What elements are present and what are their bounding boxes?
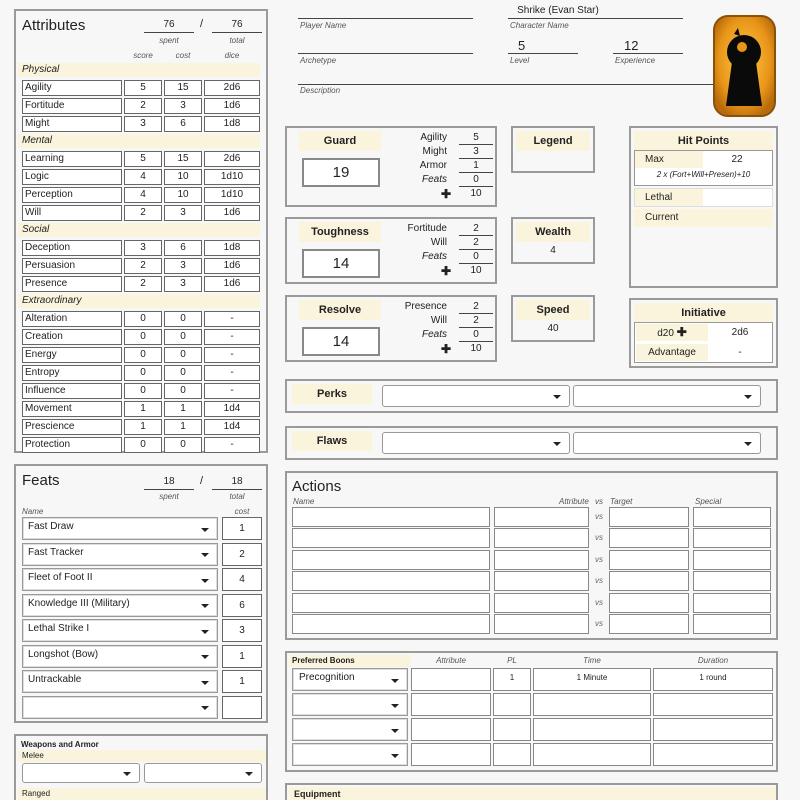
attr-name: Persuasion bbox=[22, 258, 122, 274]
boon-pl[interactable] bbox=[493, 743, 531, 766]
action-special-field[interactable] bbox=[693, 571, 771, 591]
flaws-title: Flaws bbox=[292, 431, 372, 451]
action-vs-label: vs bbox=[595, 533, 603, 543]
hp-max-value[interactable]: 22 bbox=[731, 154, 743, 165]
perks-title: Perks bbox=[292, 384, 372, 404]
attributes-panel bbox=[14, 9, 268, 453]
boon-time[interactable]: 1 Minute bbox=[533, 668, 651, 691]
defense-row-value: 0 bbox=[459, 174, 493, 187]
level-value: 5 bbox=[518, 38, 526, 53]
boon-duration[interactable] bbox=[653, 718, 773, 741]
attr-dice: 1d6 bbox=[204, 205, 260, 221]
boon-pl[interactable] bbox=[493, 693, 531, 716]
boons-title: Preferred Boons bbox=[289, 655, 411, 667]
character-name-label: Character Name bbox=[510, 21, 569, 30]
feat-cost: 6 bbox=[222, 594, 262, 617]
attr-name: Perception bbox=[22, 187, 122, 203]
attr-cost: 3 bbox=[164, 258, 202, 274]
feat-cost bbox=[222, 696, 262, 719]
defense-bonus: 10 bbox=[470, 265, 482, 276]
attributes-col-cost: cost bbox=[175, 51, 191, 60]
attr-name: Influence bbox=[22, 383, 122, 399]
archetype-label: Archetype bbox=[300, 56, 337, 65]
description-field[interactable] bbox=[298, 71, 776, 85]
plus-icon: ✚ bbox=[441, 264, 452, 278]
attributes-spent-value: 76 bbox=[144, 18, 194, 33]
action-special-field[interactable] bbox=[693, 593, 771, 613]
defense-row-label: Armor bbox=[419, 160, 447, 171]
advantage-value[interactable]: - bbox=[738, 347, 742, 358]
defense-row-label: Fortitude bbox=[407, 223, 447, 234]
defense-row-label: Feats bbox=[421, 174, 447, 185]
legend-title: Legend bbox=[516, 131, 590, 151]
character-name-field[interactable] bbox=[508, 5, 683, 19]
boon-attribute[interactable] bbox=[411, 718, 491, 741]
chevron-down-icon bbox=[553, 442, 561, 446]
experience-label: Experience bbox=[615, 56, 656, 65]
character-name-value: Shrike (Evan Star) bbox=[517, 5, 599, 16]
attr-cost: 0 bbox=[164, 437, 202, 453]
feats-slash: / bbox=[200, 475, 204, 487]
boons-col-time: Time bbox=[583, 656, 601, 665]
flaw-select-2[interactable] bbox=[573, 432, 761, 454]
perk-select-2[interactable] bbox=[573, 385, 761, 407]
boon-duration[interactable] bbox=[653, 693, 773, 716]
plus-icon: ✚ bbox=[441, 187, 452, 201]
feats-panel bbox=[14, 464, 268, 723]
wealth-value[interactable]: 4 bbox=[550, 245, 556, 256]
chevron-down-icon bbox=[245, 772, 253, 776]
attr-dice: 1d8 bbox=[204, 116, 260, 132]
chevron-down-icon bbox=[201, 579, 209, 583]
attr-cost: 15 bbox=[164, 151, 202, 167]
attr-score[interactable]: 5 bbox=[124, 80, 162, 96]
attr-name: Will bbox=[22, 205, 122, 221]
action-attribute-field[interactable] bbox=[494, 507, 589, 527]
attr-name: Movement bbox=[22, 401, 122, 417]
feat-select[interactable] bbox=[22, 670, 218, 693]
attr-group-physical: Physical bbox=[18, 63, 260, 77]
chevron-down-icon bbox=[201, 706, 209, 710]
plus-icon: ✚ bbox=[441, 342, 452, 356]
feat-cost: 1 bbox=[222, 517, 262, 540]
chevron-down-icon bbox=[744, 442, 752, 446]
feat-cost: 1 bbox=[222, 645, 262, 668]
action-attribute-field[interactable] bbox=[494, 614, 589, 634]
feat-cost: 3 bbox=[222, 619, 262, 642]
action-target-field[interactable] bbox=[609, 593, 689, 613]
defense-row-label: Presence bbox=[404, 301, 447, 312]
attr-name: Creation bbox=[22, 329, 122, 345]
initiative-die: d20 bbox=[657, 328, 674, 339]
defense-panel-guard bbox=[285, 126, 497, 207]
action-vs-label: vs bbox=[595, 576, 603, 586]
action-special-field[interactable] bbox=[693, 528, 771, 548]
boon-attribute[interactable] bbox=[411, 668, 491, 691]
feat-select[interactable] bbox=[22, 594, 218, 617]
action-target-field[interactable] bbox=[609, 614, 689, 634]
boons-col-duration: Duration bbox=[697, 656, 729, 665]
action-attribute-field[interactable] bbox=[494, 593, 589, 613]
attr-score[interactable]: 4 bbox=[124, 187, 162, 203]
feats-col-cost: cost bbox=[234, 507, 250, 516]
defense-panel-toughness bbox=[285, 217, 497, 284]
speed-title: Speed bbox=[516, 300, 590, 320]
action-attribute-field[interactable] bbox=[494, 550, 589, 570]
boon-time[interactable] bbox=[533, 718, 651, 741]
weapons-title: Weapons and Armor bbox=[21, 740, 99, 749]
attributes-col-score: score bbox=[133, 51, 153, 60]
feat-name: Fast Draw bbox=[28, 521, 74, 532]
attributes-spent-label: spent bbox=[159, 36, 179, 45]
attr-score[interactable]: 3 bbox=[124, 240, 162, 256]
attr-score[interactable]: 1 bbox=[124, 401, 162, 417]
action-target-field[interactable] bbox=[609, 507, 689, 527]
feat-name: Fleet of Foot II bbox=[28, 572, 93, 583]
feats-spent-value: 18 bbox=[144, 475, 194, 490]
chevron-down-icon bbox=[201, 681, 209, 685]
attr-cost: 0 bbox=[164, 365, 202, 381]
attr-cost: 3 bbox=[164, 276, 202, 292]
action-vs-label: vs bbox=[595, 554, 603, 564]
chevron-down-icon bbox=[201, 553, 209, 557]
defense-row-label: Feats bbox=[421, 329, 447, 340]
attr-group-mental: Mental bbox=[18, 134, 260, 148]
hp-max-label: Max bbox=[635, 151, 703, 168]
player-name-field[interactable] bbox=[298, 5, 473, 19]
initiative-panel bbox=[629, 298, 778, 368]
attr-name: Fortitude bbox=[22, 98, 122, 114]
attr-score[interactable]: 2 bbox=[124, 205, 162, 221]
actions-panel bbox=[285, 471, 778, 640]
keyhole-silhouette-logo-icon bbox=[712, 14, 777, 118]
defense-row-value: 2 bbox=[459, 315, 493, 328]
feat-select[interactable] bbox=[22, 619, 218, 642]
experience-value: 12 bbox=[624, 38, 639, 53]
feats-total-label: total bbox=[229, 492, 245, 501]
defense-row-value: 0 bbox=[459, 329, 493, 342]
boon-duration[interactable]: 1 round bbox=[653, 668, 773, 691]
boon-time[interactable] bbox=[533, 743, 651, 766]
attr-score[interactable]: 0 bbox=[124, 437, 162, 453]
flaw-select-1[interactable] bbox=[382, 432, 570, 454]
attr-dice: 1d6 bbox=[204, 98, 260, 114]
attr-cost: 6 bbox=[164, 240, 202, 256]
weapons-panel bbox=[14, 734, 268, 800]
attributes-slash: / bbox=[200, 18, 204, 30]
hp-formula: 2 x (Fort+Will+Presen)+10 bbox=[656, 170, 751, 179]
attr-score[interactable]: 3 bbox=[124, 116, 162, 132]
attr-cost: 1 bbox=[164, 401, 202, 417]
melee-weapon-select[interactable] bbox=[22, 763, 140, 783]
flaws-panel bbox=[285, 426, 778, 460]
attr-group-extraordinary: Extraordinary bbox=[18, 294, 260, 308]
actions-col-name: Name bbox=[293, 497, 315, 506]
boons-col-attribute: Attribute bbox=[436, 656, 466, 665]
boon-select[interactable] bbox=[292, 743, 408, 766]
action-name-field[interactable] bbox=[292, 571, 490, 591]
defense-row-value: 2 bbox=[459, 301, 493, 314]
defense-row-label: Might bbox=[422, 146, 447, 157]
attr-score[interactable]: 2 bbox=[124, 276, 162, 292]
plus-icon: ✚ bbox=[676, 325, 687, 339]
defense-bonus: 10 bbox=[470, 343, 482, 354]
hp-lethal-label: Lethal bbox=[635, 189, 703, 206]
equipment-panel bbox=[285, 783, 778, 800]
attr-name: Alteration bbox=[22, 311, 122, 327]
attr-group-social: Social bbox=[18, 223, 260, 237]
chevron-down-icon bbox=[123, 772, 131, 776]
defense-row-value: 0 bbox=[459, 251, 493, 264]
chevron-down-icon bbox=[391, 754, 399, 758]
perk-select-1[interactable] bbox=[382, 385, 570, 407]
action-vs-label: vs bbox=[595, 512, 603, 521]
defense-row-value: 2 bbox=[459, 237, 493, 250]
defense-row-value: 5 bbox=[459, 132, 493, 145]
legend-panel bbox=[511, 126, 595, 173]
defense-row-value: 3 bbox=[459, 146, 493, 159]
action-name-field[interactable] bbox=[292, 614, 490, 634]
feat-cost: 4 bbox=[222, 568, 262, 591]
boon-attribute[interactable] bbox=[411, 693, 491, 716]
attr-dice: - bbox=[204, 365, 260, 381]
boon-name: Precognition bbox=[299, 672, 355, 683]
attr-dice: 1d4 bbox=[204, 419, 260, 435]
attr-dice: - bbox=[204, 347, 260, 363]
attr-cost: 0 bbox=[164, 347, 202, 363]
initiative-die-label bbox=[636, 324, 708, 341]
action-name-field[interactable] bbox=[292, 593, 490, 613]
legend-value[interactable] bbox=[516, 154, 590, 168]
attr-cost: 3 bbox=[164, 205, 202, 221]
attr-dice: - bbox=[204, 383, 260, 399]
chevron-down-icon bbox=[391, 704, 399, 708]
attr-dice: 1d6 bbox=[204, 258, 260, 274]
attr-name: Might bbox=[22, 116, 122, 132]
feat-name: Knowledge III (Military) bbox=[28, 597, 130, 609]
attr-score[interactable]: 0 bbox=[124, 365, 162, 381]
attr-dice: 1d8 bbox=[204, 240, 260, 256]
defense-title: Resolve bbox=[299, 300, 381, 320]
attr-dice: 1d10 bbox=[204, 169, 260, 185]
feat-cost: 1 bbox=[222, 670, 262, 693]
feat-name: Longshot (Bow) bbox=[28, 648, 99, 660]
equipment-title: Equipment bbox=[289, 787, 776, 800]
action-name-field[interactable] bbox=[292, 507, 490, 527]
hp-lethal-value[interactable] bbox=[703, 189, 771, 206]
attr-cost: 1 bbox=[164, 419, 202, 435]
feat-name: Lethal Strike I bbox=[28, 623, 90, 634]
description-label: Description bbox=[300, 86, 341, 95]
melee-armor-select[interactable] bbox=[144, 763, 262, 783]
attr-dice: 1d4 bbox=[204, 401, 260, 417]
attr-dice: 2d6 bbox=[204, 80, 260, 96]
chevron-down-icon bbox=[201, 604, 209, 608]
defense-bonus: 10 bbox=[470, 188, 482, 199]
attr-name: Agility bbox=[22, 80, 122, 96]
attr-score[interactable]: 5 bbox=[124, 151, 162, 167]
attr-name: Presence bbox=[22, 276, 122, 292]
actions-col-target: Target bbox=[610, 497, 633, 506]
chevron-down-icon bbox=[201, 528, 209, 532]
feats-title: Feats bbox=[22, 472, 60, 489]
melee-label: Melee bbox=[18, 750, 266, 762]
attr-score[interactable]: 2 bbox=[124, 258, 162, 274]
attr-dice: - bbox=[204, 311, 260, 327]
attr-score[interactable]: 0 bbox=[124, 383, 162, 399]
speed-panel bbox=[511, 295, 595, 342]
boon-select[interactable] bbox=[292, 668, 408, 691]
defense-total: 19 bbox=[302, 158, 380, 187]
attr-name: Deception bbox=[22, 240, 122, 256]
attr-name: Logic bbox=[22, 169, 122, 185]
defense-title: Toughness bbox=[299, 222, 381, 242]
attr-dice: - bbox=[204, 329, 260, 345]
defense-row-label: Feats bbox=[421, 251, 447, 262]
boon-select[interactable] bbox=[292, 693, 408, 716]
attr-score[interactable]: 2 bbox=[124, 98, 162, 114]
defense-panel-resolve bbox=[285, 295, 497, 362]
attr-dice: 1d10 bbox=[204, 187, 260, 203]
initiative-die-value[interactable]: 2d6 bbox=[731, 327, 749, 338]
feats-spent-label: spent bbox=[159, 492, 179, 501]
attr-name: Learning bbox=[22, 151, 122, 167]
attributes-total-label: total bbox=[229, 36, 245, 45]
defense-total: 14 bbox=[302, 249, 380, 278]
attr-name: Prescience bbox=[22, 419, 122, 435]
chevron-down-icon bbox=[391, 679, 399, 683]
defense-row-label: Will bbox=[430, 315, 447, 326]
hit-points-title: Hit Points bbox=[634, 131, 773, 151]
advantage-label: Advantage bbox=[636, 344, 708, 361]
action-name-field[interactable] bbox=[292, 528, 490, 548]
player-name-label: Player Name bbox=[300, 21, 347, 30]
attr-cost: 10 bbox=[164, 187, 202, 203]
defense-row-value: 1 bbox=[459, 160, 493, 173]
boons-col-pl: PL bbox=[507, 656, 517, 665]
attr-cost: 0 bbox=[164, 329, 202, 345]
boon-duration[interactable] bbox=[653, 743, 773, 766]
attributes-title: Attributes bbox=[22, 17, 86, 34]
hp-current-label: Current bbox=[634, 209, 773, 227]
attr-name: Protection bbox=[22, 437, 122, 453]
action-special-field[interactable] bbox=[693, 550, 771, 570]
feat-select[interactable] bbox=[22, 645, 218, 668]
attr-dice: - bbox=[204, 437, 260, 453]
archetype-field[interactable] bbox=[298, 40, 473, 54]
attr-cost: 0 bbox=[164, 383, 202, 399]
chevron-down-icon bbox=[201, 655, 209, 659]
action-target-field[interactable] bbox=[609, 550, 689, 570]
attr-dice: 2d6 bbox=[204, 151, 260, 167]
boon-time[interactable] bbox=[533, 693, 651, 716]
wealth-panel bbox=[511, 217, 595, 264]
action-vs-label: vs bbox=[595, 597, 603, 607]
hit-points-panel bbox=[629, 126, 778, 288]
attr-dice: 1d6 bbox=[204, 276, 260, 292]
attr-cost: 0 bbox=[164, 311, 202, 327]
chevron-down-icon bbox=[391, 729, 399, 733]
boon-attribute[interactable] bbox=[411, 743, 491, 766]
perks-panel bbox=[285, 379, 778, 413]
actions-col-vs: vs bbox=[595, 497, 603, 506]
boon-select[interactable] bbox=[292, 718, 408, 741]
attributes-total-value: 76 bbox=[212, 18, 262, 33]
chevron-down-icon bbox=[744, 395, 752, 399]
defense-row-label: Will bbox=[430, 237, 447, 248]
attr-cost: 3 bbox=[164, 98, 202, 114]
action-vs-label: vs bbox=[595, 619, 603, 628]
attr-score[interactable]: 0 bbox=[124, 347, 162, 363]
action-attribute-field[interactable] bbox=[494, 571, 589, 591]
boon-pl[interactable] bbox=[493, 718, 531, 741]
defense-title: Guard bbox=[299, 131, 381, 151]
feats-col-name: Name bbox=[22, 507, 44, 516]
actions-title: Actions bbox=[292, 478, 342, 495]
boon-pl[interactable]: 1 bbox=[493, 668, 531, 691]
attributes-col-dice: dice bbox=[224, 51, 240, 60]
defense-row-label: Agility bbox=[420, 132, 447, 143]
action-target-field[interactable] bbox=[609, 571, 689, 591]
attr-score[interactable]: 0 bbox=[124, 311, 162, 327]
actions-col-attribute: Attribute bbox=[559, 497, 589, 506]
feat-name: Untrackable bbox=[28, 674, 82, 685]
feat-cost: 2 bbox=[222, 543, 262, 566]
attr-name: Entropy bbox=[22, 365, 122, 381]
hp-current-value[interactable] bbox=[703, 209, 771, 227]
level-label: Level bbox=[510, 56, 530, 65]
ranged-label: Ranged bbox=[18, 788, 266, 800]
feat-select[interactable] bbox=[22, 543, 218, 566]
chevron-down-icon bbox=[553, 395, 561, 399]
action-target-field[interactable] bbox=[609, 528, 689, 548]
attr-cost: 6 bbox=[164, 116, 202, 132]
attr-score[interactable]: 4 bbox=[124, 169, 162, 185]
wealth-title: Wealth bbox=[516, 222, 590, 242]
feat-select[interactable] bbox=[22, 696, 218, 719]
chevron-down-icon bbox=[201, 630, 209, 634]
speed-value[interactable]: 40 bbox=[547, 323, 559, 334]
action-attribute-field[interactable] bbox=[494, 528, 589, 548]
action-name-field[interactable] bbox=[292, 550, 490, 570]
boons-panel bbox=[285, 651, 778, 772]
actions-col-special: Special bbox=[695, 497, 722, 506]
feats-total-value: 18 bbox=[212, 475, 262, 490]
attr-score[interactable]: 1 bbox=[124, 419, 162, 435]
action-special-field[interactable] bbox=[693, 614, 771, 634]
feat-name: Fast Tracker bbox=[28, 546, 84, 558]
action-special-field[interactable] bbox=[693, 507, 771, 527]
defense-total: 14 bbox=[302, 327, 380, 356]
attr-cost: 15 bbox=[164, 80, 202, 96]
feat-select[interactable] bbox=[22, 568, 218, 591]
feat-select[interactable] bbox=[22, 517, 218, 540]
attr-cost: 10 bbox=[164, 169, 202, 185]
attr-name: Energy bbox=[22, 347, 122, 363]
attr-score[interactable]: 0 bbox=[124, 329, 162, 345]
initiative-title: Initiative bbox=[634, 303, 773, 323]
defense-row-value: 2 bbox=[459, 223, 493, 236]
